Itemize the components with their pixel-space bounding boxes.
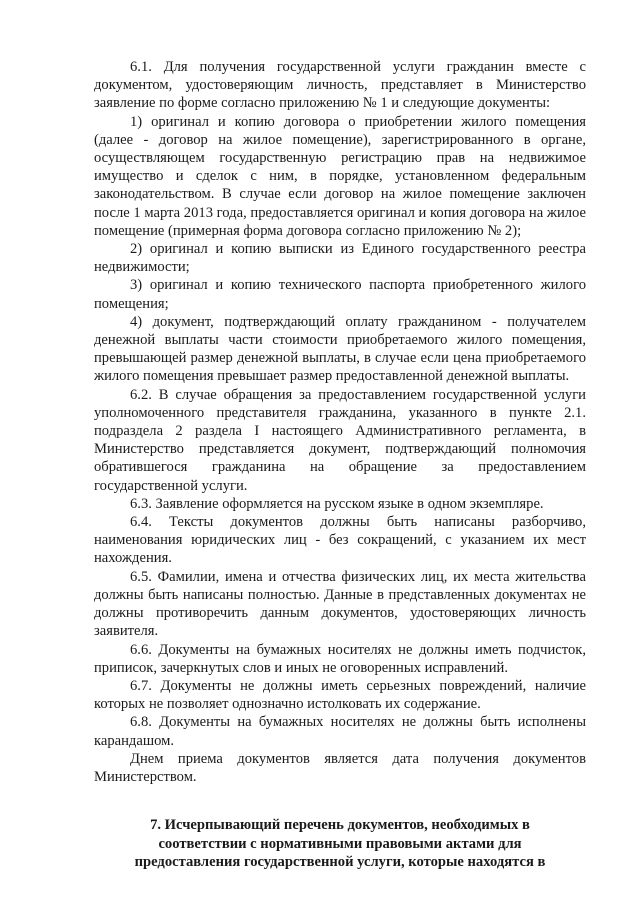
section-7-heading: 7. Исчерпывающий перечень документов, необходимых в соответствии с нормативными правовыми актами для предоставления государственной услуги, которые находятся в [134, 817, 546, 871]
paragraph-6-1-item-4: 4) документ, подтверждающий оплату гражданином - получателем денежной выплаты части стоимости приобретаемого жилого помещения, превышающей размер денежной выплаты, в случае если цена приобретаемого жилого помещения превышает размер предоставленной денежной выплаты. [94, 313, 586, 385]
paragraph-6-4: 6.4. Тексты документов должны быть написаны разборчиво, наименования юридических лиц - без сокращений, с указанием их мест нахождения. [94, 514, 586, 567]
paragraph-6-1-item-2: 2) оригинал и копию выписки из Единого государственного реестра недвижимости; [94, 241, 586, 276]
paragraph-6-3: 6.3. Заявление оформляется на русском языке в одном экземпляре. [130, 495, 544, 512]
paragraph-6-5: 6.5. Фамилии, имена и отчества физических лиц, их места жительства должны быть написаны полностью. Данные в представленных документах не должны противоречить данным документов, удостоверяющих личность заявителя. [94, 568, 586, 640]
paragraph-6-8: 6.8. Документы на бумажных носителях не должны быть исполнены карандашом. [94, 714, 586, 749]
paragraph-reception-date: Днем приема документов является дата получения документов Министерством. [94, 750, 586, 785]
paragraph-6-2: 6.2. В случае обращения за предоставлением государственной услуги уполномоченного представителя гражданина, указанного в пункте 2.1. подраздела 2 раздела I настоящего Административного регламента, в Министерство представляется документ, подтверждающий полномочия обратившегося гражданина на обращение за предоставлением государственной услуги. [94, 386, 586, 494]
paragraph-6-1-item-1: 1) оригинал и копию договора о приобретении жилого помещения (далее - договор на жилое помещение), зарегистрированного в органе, осуществляющем государственную регистрацию прав на недвижимое имущество и сделок с ним, в порядке, установленном федеральным законодательством. В случае если договор на жилое помещение заключен после 1 марта 2013 года, предоставляется оригинал и копия договора на жилое помещение (примерная форма договора согласно приложению № 2); [94, 113, 586, 239]
document-page [94, 58, 586, 872]
paragraph-6-1: 6.1. Для получения государственной услуги гражданин вместе с документом, удостоверяющим личность, представляет в Министерство заявление по форме согласно приложению № 1 и следующие документы: [94, 59, 586, 112]
paragraph-6-1-item-3: 3) оригинал и копию технического паспорта приобретенного жилого помещения; [94, 277, 586, 312]
paragraph-6-7: 6.7. Документы не должны иметь серьезных повреждений, наличие которых не позволяет однозначно истолковать их содержание. [94, 677, 586, 713]
paragraph-6-6: 6.6. Документы на бумажных носителях не должны иметь подчисток, приписок, зачеркнутых слов и иных не оговоренных исправлений. [94, 641, 586, 676]
